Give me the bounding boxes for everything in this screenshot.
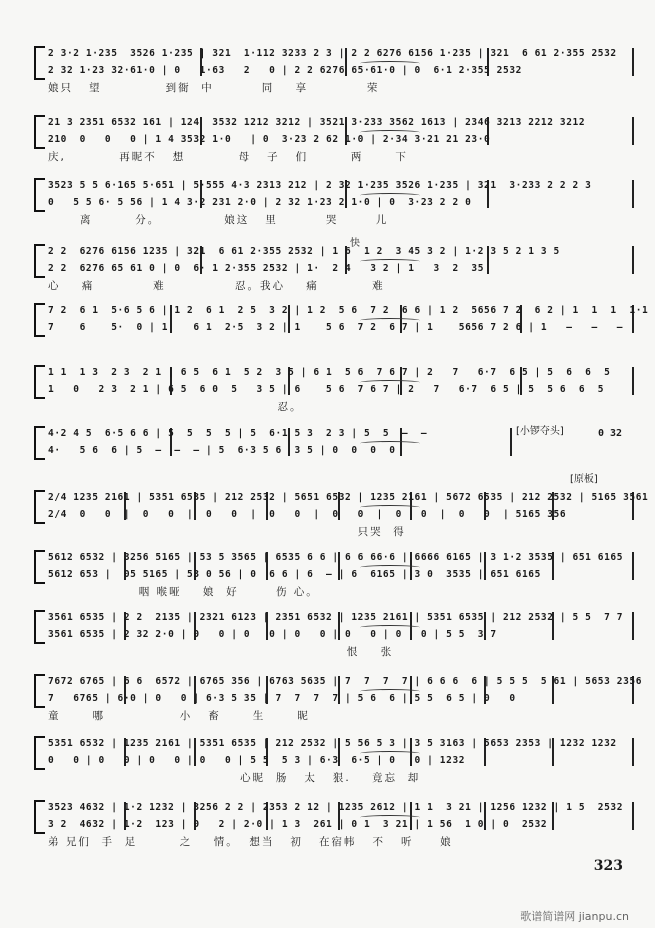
lyrics-line: 庆, 再昵不 想 母 子 们 两 下 [48,151,408,163]
score-system [0,46,655,94]
system-bracket [34,736,45,770]
lyrics-line: 童 哪 小 畜 生 昵 [48,710,310,722]
slur-mark [360,130,420,135]
upper-part-notation: 21 3 2351 6532 161 | 124 3532 1212 3212 | 3521 3·233 3562 1613 | 2346 3213 2212 3212 [48,117,586,128]
upper-part-notation: 5351 6532 | 1235 2161 | 5351 6535 | 212 2532 | 5 56 5 3 | 3 5 3163 | 5653 2353 | 1232 1232 [48,738,617,749]
lower-part-notation: 1 0 2 3 2 1 | 6 5 6 0 5 3 5 | 6 5 6 7 6 7 | 2 7 6·7 6 5 | 5 5 6 6 5 [48,384,605,395]
system-bracket [34,178,45,212]
lower-part-notation: 2 2 6276 65 61 0 | 0 6· 1 2·355 2532 | 1· 2 4 3 2 | 1 3 2 35 [48,263,485,274]
percussion-value: 0 32 [598,428,623,439]
barline [632,738,634,766]
page-number: 323 [593,858,623,874]
upper-part-notation: 7 2 6 1 5·6 5 6 | 1 2 6 1 2 5 3 2 | 1 2 5 6 7 2 6 6 | 1 2 5656 7 2 6 2 | 1 1 1 1·1 [48,305,649,316]
lyrics-line: 只哭 得 [48,526,406,538]
lower-part-notation: 0 0 | 0 0 | 0 0 | 0 0 | 5 5 5 3 | 6·3 6·5 | 0 0 | 1232 [48,755,466,766]
lower-part-notation: 7 6 5· 0 | 1 6 1 2·5 3 2 | 1 5 6 7 2 6 7 | 1 5656 7 2 6 | 1 — — — [48,322,624,333]
slur-mark [360,505,420,510]
system-bracket [34,610,45,644]
system-bracket [34,303,45,337]
watermark: 歌谱简谱网 jianpu.cn [520,910,629,923]
lower-part-notation: 210 0 0 0 | 1 4 3532 1·0 | 0 3·23 2 62 1·0 | 2·34 3·21 21 23·0 [48,134,491,145]
score-system [0,550,655,598]
score-system [0,800,655,848]
lyrics-line: 心 痛 难 忍。我心 痛 难 [48,280,385,292]
lyrics-line: 离 分。 娘这 里 哭 儿 [48,214,389,226]
system-bracket [34,244,45,278]
score-system [0,365,655,413]
upper-part-notation: 4·2 4 5 6·5 6 6 | 5 5 5 5 | 5 6·1 5 3 2 3 | 5 5 — — [48,428,428,439]
score-system [0,490,655,538]
system-bracket [34,115,45,149]
system-bracket [34,550,45,584]
score-system [0,115,655,163]
tempo-marking: 快 [350,238,360,249]
score-system [0,244,655,292]
lyrics-line: 心昵 肠 太 狠. 竟忘 却 [48,772,421,784]
barline [632,802,634,830]
system-bracket [34,490,45,524]
lower-part-notation: 2/4 0 0 | 0 0 | 0 0 | 0 0 | 0 0 | 0 0 | 0 0 | 5165 356 [48,509,567,520]
upper-part-notation: 2/4 1235 2161 | 5351 6535 | 212 2532 | 5651 6532 | 1235 2161 | 5672 6535 | 212 2532 | 5165 3561 [48,492,649,503]
barline [632,48,634,76]
upper-part-notation: 7672 6765 | 6 6 6572 | 6765 356 | 6763 5635 | 7 7 7 7 | 6 6 6 6 | 5 5 5 5 61 | 5653 2356 [48,676,643,687]
slur-mark [360,815,420,820]
system-bracket [34,800,45,834]
system-bracket [34,426,45,460]
lyrics-line: 忍。 [48,401,303,413]
slur-mark [360,689,420,694]
lyrics-line: 娘只 望 到衙 中 同 享 荣 [48,82,380,94]
upper-part-notation: 2 3·2 1·235 3526 1·235 | 321 1·112 3233 2 3 | 2 2 6276 6156 1·235 | 321 6 61 2·355 2532 [48,48,617,59]
slur-mark [360,441,420,446]
slur-mark [360,625,420,630]
slur-mark [360,380,420,385]
slur-mark [360,193,420,198]
slur-mark [360,565,420,570]
barline [632,367,634,395]
upper-part-notation: 3561 6535 | 2 2 2135 | 2321 6123 | 2351 6532 | 1235 2161 | 5351 6535 | 212 2532 | 5 5 7 7 [48,612,624,623]
percussion-marking: [小锣夺头] [516,426,564,437]
barline [632,612,634,640]
system-bracket [34,674,45,708]
score-system [0,736,655,784]
barline [510,428,512,456]
lyrics-line: 咽 喉哑 娘 好 伤 心。 [48,586,319,598]
upper-part-notation: 1 1 1 3 2 3 2 1 | 6 5 6 1 5 2 3 5 | 6 1 5 6 7 6 7 | 2 7 6·7 6 5 | 5 6 6 5 [48,367,611,378]
system-bracket [34,46,45,80]
upper-part-notation: 2 2 6276 6156 1235 | 321 6 61 2·355 2532 | 1 6 1 2 3 45 3 2 | 1·2 3 5 2 1 3 5 [48,246,560,257]
slur-mark [360,318,420,323]
lyrics-line: 恨 张 [48,646,394,658]
section-marking: [原板] [570,474,598,485]
upper-part-notation: 3523 4632 | 1·2 1232 | 3256 2 2 | 2353 2 12 | 1235 2612 | 1 1 3 21 | 1256 1232 | 1 5 2532 [48,802,624,813]
system-bracket [34,365,45,399]
barline [632,180,634,208]
lower-part-notation: 3561 6535 | 2 32 2·0 | 0 0 | 0 0 | 0 0 | 0 0 | 0 0 | 5 5 3 7 [48,629,497,640]
slur-mark [360,61,420,66]
lower-part-notation: 7 6765 | 6·0 | 0 0 | 6·3 5 35 | 7 7 7 7 | 5 6 6 | 5 5 6 5 | 0 0 [48,693,516,704]
barline [632,117,634,145]
lower-part-notation: 4· 5 6 6 | 5 — — — | 5 6·3 5 6 3 5 | 0 0 0 0 [48,445,396,456]
upper-part-notation: 3523 5 5 6·165 5·651 | 5·555 4·3 2313 212 | 2 32 1·235 3526 1·235 | 321 3·233 2 2 2 3 [48,180,592,191]
slur-mark [360,751,420,756]
lower-part-notation: 0 5 5 6· 5 56 | 1 4 3·2 231 2·0 | 2 32 1·23 2 1·0 | 0 3·23 2 2 0 [48,197,472,208]
score-system [0,674,655,722]
lower-part-notation: 5612 653 | 05 5165 | 53 0 56 | 0 6 6 | 6 — | 6 6165 | 3 0 3535 | 651 6165 [48,569,541,580]
barline [632,246,634,274]
score-system [0,610,655,658]
lyrics-line: 弟 兄们 手 足 之 情。 想当 初 在宿帏 不 听 娘 [48,836,453,848]
score-system [0,178,655,226]
score-system [0,303,655,347]
lower-part-notation: 2 32 1·23 32·61·0 | 0 1·63 2 0 | 2 2 6276 65·61·0 | 0 6·1 2·355 2532 [48,65,522,76]
slur-mark [360,259,420,264]
barline [632,552,634,580]
upper-part-notation: 5612 6532 | 3256 5165 | 53 5 3565 | 6535 6 6 | 6 6 66·6 | 6666 6165 | 3 1·2 3535 | 651 6165 [48,552,624,563]
lower-part-notation: 3 2 4632 | 1·2 123 | 0 2 | 2·0 | 1 3 261 | 0 1 3 21 | 1 56 1 0 | 0 2532 [48,819,548,830]
